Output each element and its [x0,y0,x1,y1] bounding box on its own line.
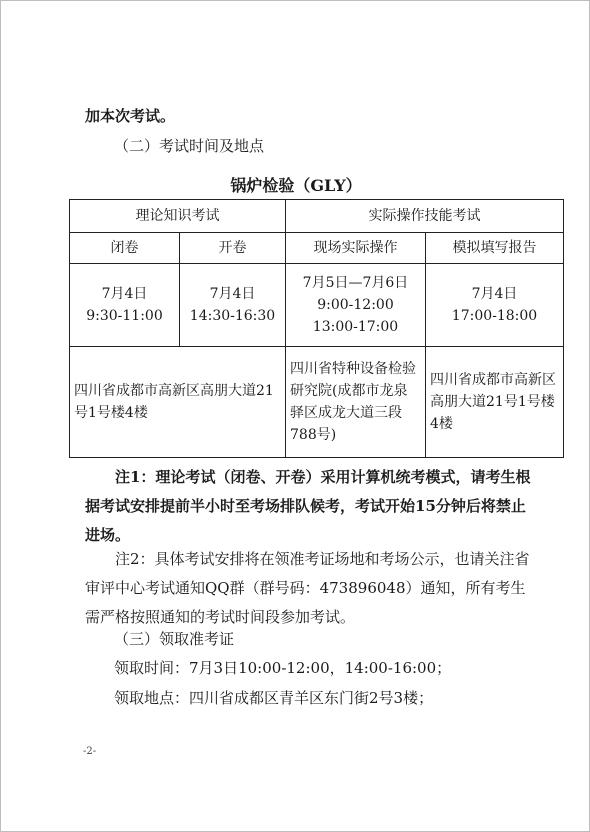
collection-time: 领取时间：7月3日10:00-12:00，14:00-16:00； [114,659,452,677]
table-title: 锅炉检验（GLY） [230,176,362,195]
header-theory-exam: 理论知识考试 [70,200,286,233]
location-report-simulation: 四川省成都市高新区高朋大道21号1号楼4楼 [426,347,564,458]
time-range: 9:00-12:00 [317,297,394,313]
time-date: 7月4日 [209,286,256,302]
section-heading-exam-time-location: （二）考试时间及地点 [114,137,265,155]
header-practical-exam: 实际操作技能考试 [286,200,564,233]
table-row [70,200,564,233]
table-row [70,347,564,458]
note-1: 注1：理论考试（闭卷、开卷）采用计算机统考模式，请考生根据考试安排提前半小时至考场排队候考，考试开始15分钟后将禁止进场。 [85,468,531,544]
lead-line: 加本次考试。 [85,107,176,125]
time-cell-field-operation [286,264,426,347]
note-2: 注2：具体考试安排将在领准考证场地和考场公示，也请关注省审评中心考试通知QQ群（群号码：473896048）通知，所有考生需严格按照通知的考试时间段参加考试。 [85,550,530,626]
section-heading-admission-ticket: （三）领取准考证 [114,630,235,648]
collection-place: 领取地点：四川省成都区青羊区东门街2号3楼； [114,689,434,707]
time-date: 7月4日 [471,286,518,302]
table-row [70,233,564,264]
time-date: 7月4日 [101,286,148,302]
exam-schedule-table [69,199,564,458]
location-theory-exam: 四川省成都市高新区高朋大道21号1号楼4楼 [70,347,286,458]
time-range: 13:00-17:00 [312,319,399,335]
time-range: 14:30-16:30 [189,308,276,324]
time-range: 17:00-18:00 [451,308,538,324]
table-row [70,264,564,347]
time-range: 9:30-11:00 [86,308,163,324]
time-cell-closed-book [70,264,180,347]
page-number: -2- [83,746,97,757]
time-cell-report-simulation [426,264,564,347]
header-open-book: 开卷 [180,233,286,264]
time-date: 7月5日—7月6日 [302,275,409,291]
location-field-operation: 四川省特种设备检验研究院(成都市龙泉驿区成龙大道三段788号) [286,347,426,458]
header-field-operation: 现场实际操作 [286,233,426,264]
time-cell-open-book [180,264,286,347]
header-closed-book: 闭卷 [70,233,180,264]
header-report-simulation: 模拟填写报告 [426,233,564,264]
